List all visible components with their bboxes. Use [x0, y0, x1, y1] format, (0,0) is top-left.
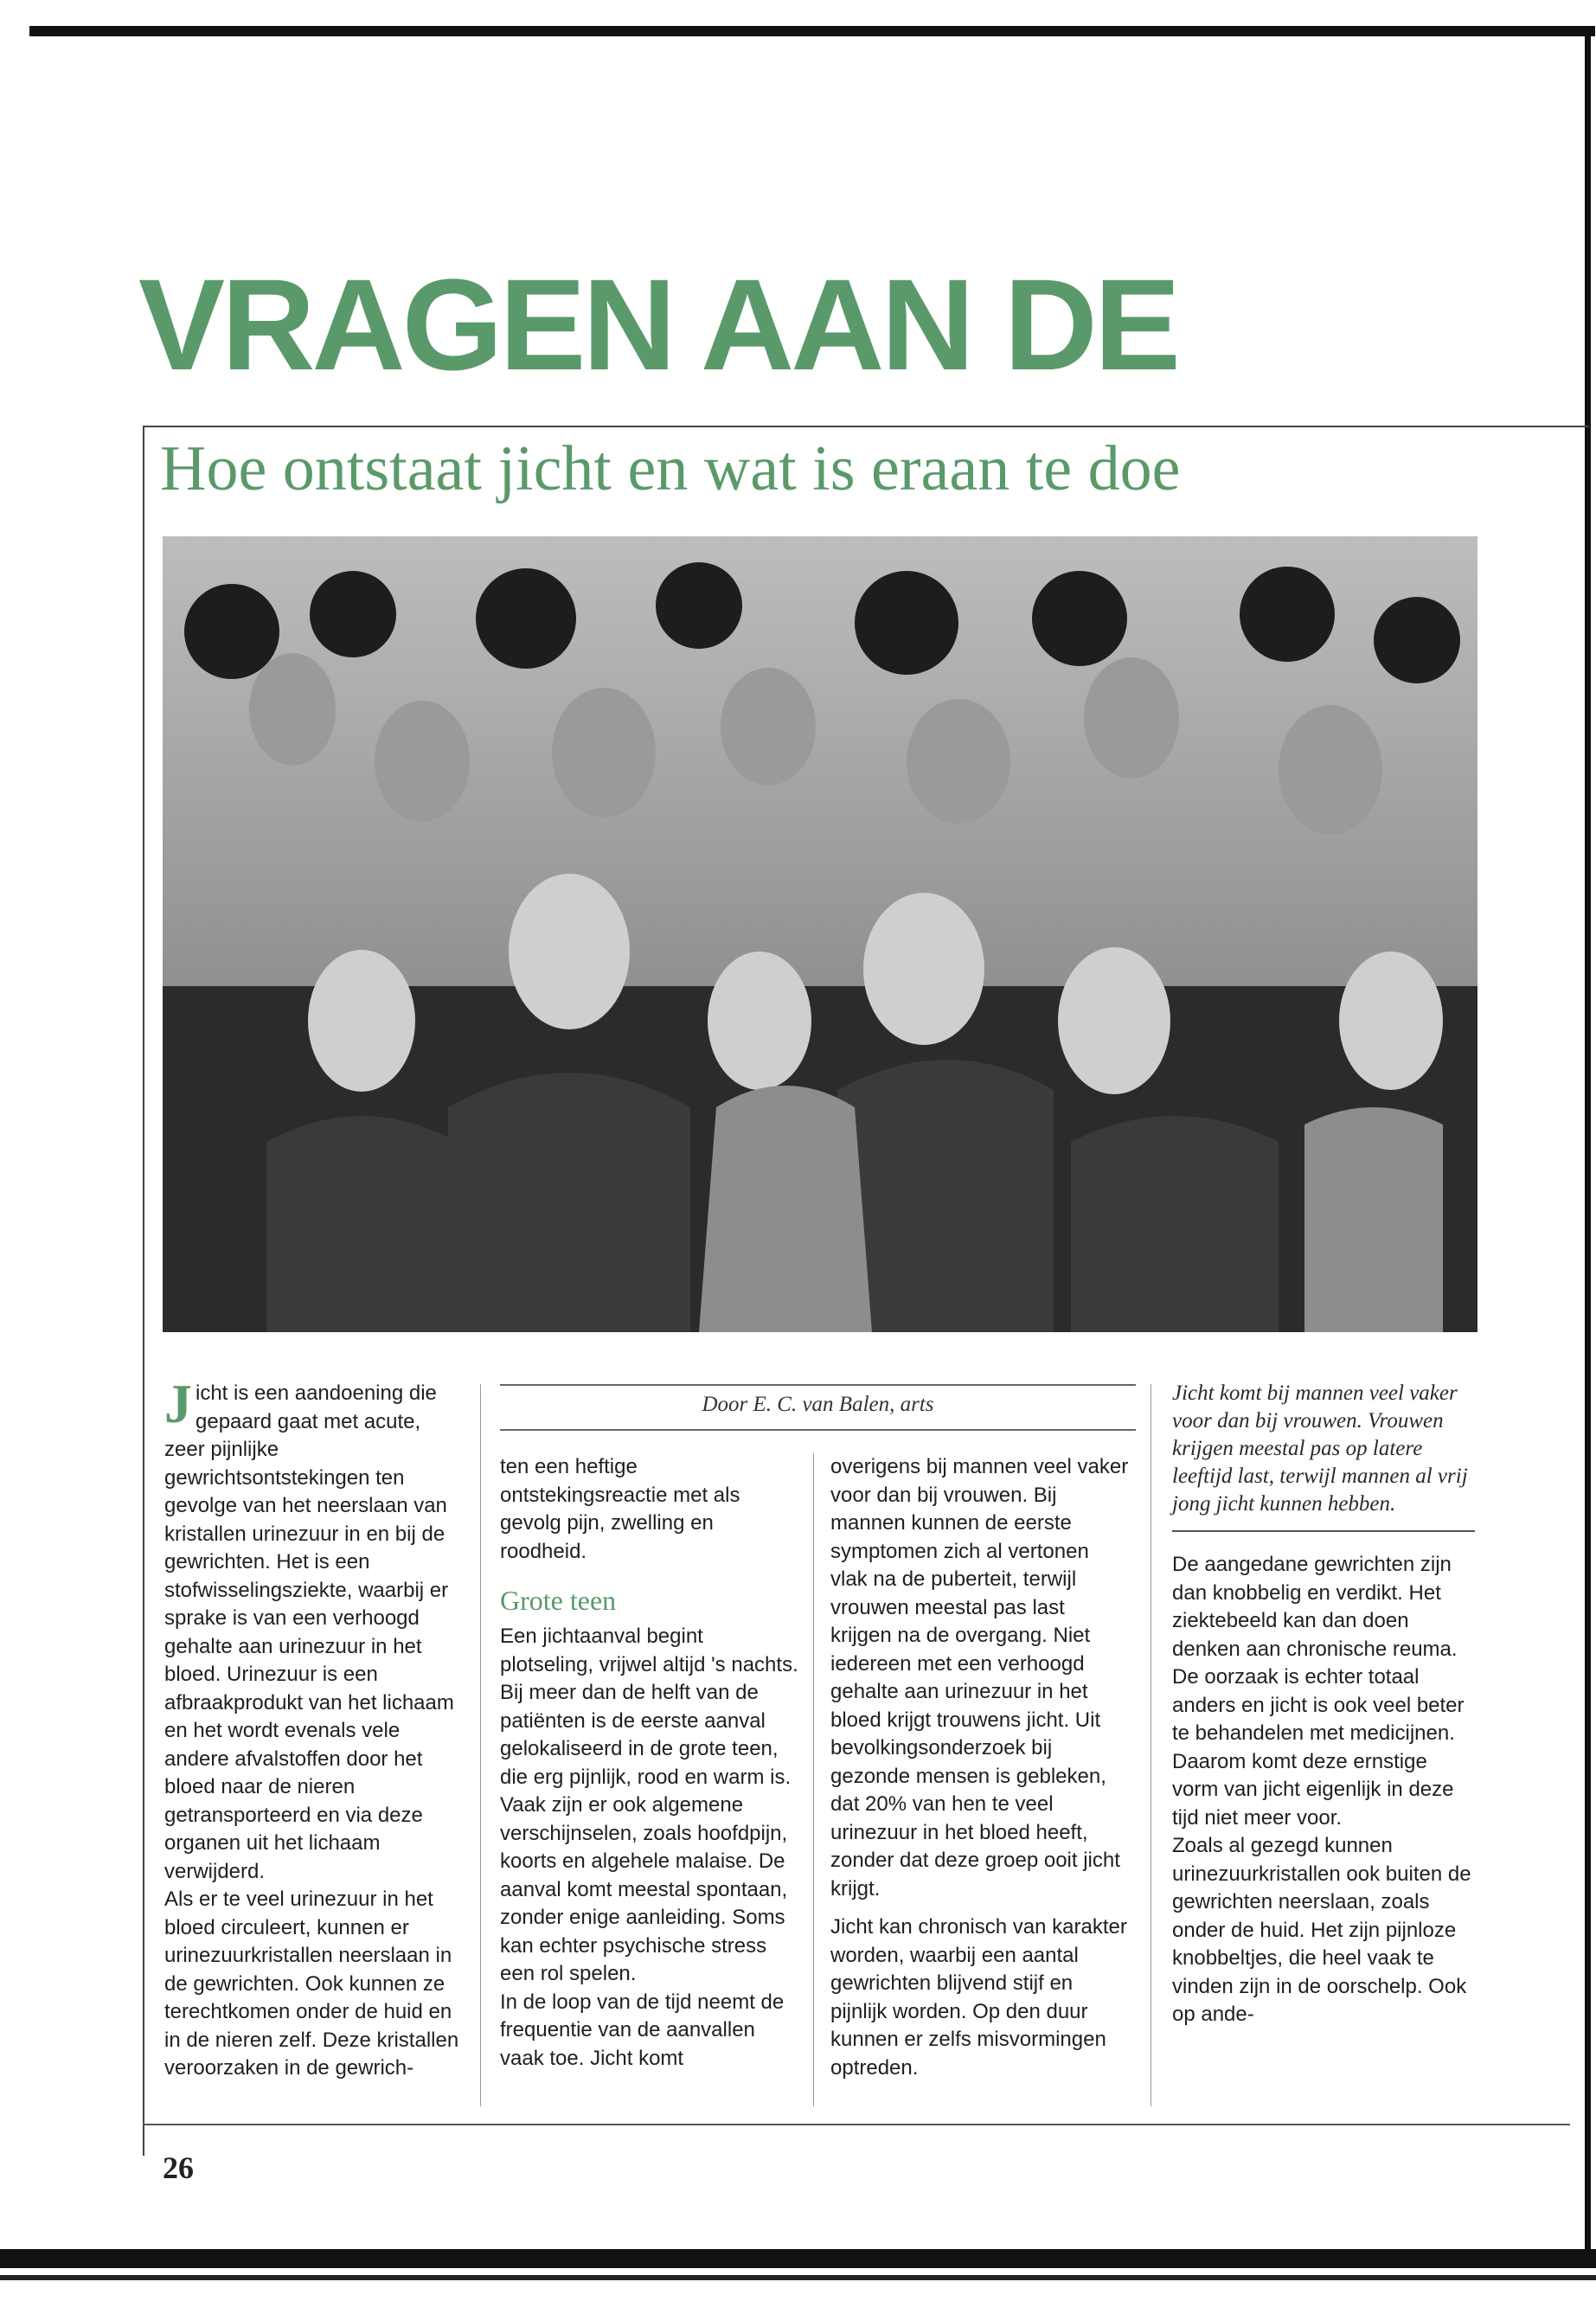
intro-text: icht is een aandoening die gepaard gaat met acute, zeer pijnlijke gewrichtsontstekingen ten gevolge van het neerslaan van kristallen urinezuur in en bij de gewrichten. Het is een stofwisselingsziekte, waarbij er sprake is van een verhoogd gehalte aan urinezuur in het bloed. Urinezuur is een afbraakprodukt van het lichaam en het wordt evenals vele andere afvalstoffen door het bloed naar de nieren getransporteerd en via deze organen uit het lichaam verwijderd. [164, 1381, 454, 1883]
subhead: Hoe ontstaat jicht en wat is eraan te doe [160, 433, 1181, 504]
byline-rule-bottom [500, 1429, 1136, 1431]
section-heading: Grote teen [500, 1585, 617, 1616]
column-4 [1172, 1380, 1475, 2029]
drop-cap: J [164, 1373, 192, 1434]
pull-quote: Jicht komt bij mannen veel vaker voor dan bij vrouwen. Vrouwen krijgen meestal pas op latere leeftijd last, terwijl mannen al vrij jong jicht kunnen hebben. [1172, 1381, 1468, 1516]
headline: VRAGEN AAN DE [138, 252, 1177, 397]
column-1 [164, 1373, 463, 2083]
crowd-photo-icon [163, 536, 1477, 1332]
byline: Door E. C. van Balen, arts [702, 1393, 934, 1416]
left-frame-line [143, 426, 144, 2156]
pull-quote-rule [1172, 1530, 1475, 1532]
right-rule [1585, 31, 1591, 2263]
article-paragraph: Als er te veel urinezuur in het bloed circuleert, kunnen er urinezuurkristallen neerslaan in de gewrichten. Ook kunnen ze terechtkomen onder de huid en in de nieren zelf. Deze kristallen veroorzaken in de gewrich- [164, 1888, 459, 2080]
bottom-rule [0, 2249, 1596, 2268]
article-paragraph: De aangedane gewrichten zijn dan knobbelig en verdikt. Het ziektebeeld kan dan doen denken aan chronische reuma. De oorzaak is echter totaal anders en jicht is ook veel beter te behandelen met medicijnen. Daarom komt deze ernstige vorm van jicht eigenlijk in deze tijd niet meer voor. [1172, 1553, 1465, 1830]
column-separator-1 [480, 1384, 481, 2106]
column-3 [830, 1453, 1129, 2082]
article-paragraph: In de loop van de tijd neemt de frequentie van de aanvallen vaak toe. Jicht komt [500, 1990, 785, 2070]
bottom-rule-2 [0, 2275, 1596, 2280]
article-paragraph: ten een heftige ontstekingsreactie met als gevolg pijn, zwelling en roodheid. [500, 1455, 740, 1563]
byline-rule-top [500, 1384, 1136, 1386]
page-number: 26 [163, 2150, 194, 2185]
article-paragraph [164, 1373, 463, 1886]
subhead-box-top [143, 426, 1589, 427]
column-2 [500, 1453, 798, 2073]
article-paragraph: Jicht kan chronisch van karakter worden, waarbij een aantal gewrichten blijvend stijf en pijnlijk worden. Op den duur kunnen er zelfs misvormingen optreden. [830, 1915, 1127, 2080]
article-paragraph: Vaak zijn er ook algemene verschijnselen, zoals hoofdpijn, koorts en algehele malaise. De aanval komt meestal spontaan, zonder enige aanleiding. Soms kan echter psychische stress een rol spelen. [500, 1793, 788, 1985]
footer-rule [143, 2124, 1570, 2125]
crowd-photo [163, 536, 1477, 1332]
top-rule [29, 26, 1595, 36]
column-separator-2 [813, 1453, 814, 2106]
article-paragraph: overigens bij mannen veel vaker voor dan bij vrouwen. Bij mannen kunnen de eerste symptomen zich al vertonen vlak na de puberteit, terwijl vrouwen meestal pas last krijgen na de overgang. Niet iedereen met een verhoogd gehalte aan urinezuur in het bloed krijgt trouwens jicht. Uit bevolkingsonderzoek bij gezonde mensen is gebleken, dat 20% van hen te veel urinezuur in het bloed heeft, zonder dat deze groep ooit jicht krijgt. [830, 1455, 1129, 1900]
article-paragraph: Zoals al gezegd kunnen urinezuurkristallen ook buiten de gewrichten neerslaan, zoals onder de huid. Het zijn pijnloze knobbeltjes, die heel vaak te vinden zijn in de oorschelp. Ook op ande- [1172, 1834, 1471, 2026]
article-paragraph: Een jichtaanval begint plotseling, vrijwel altijd 's nachts. Bij meer dan de helft van de patiënten is de eerste aanval gelokaliseerd in de grote teen, die erg pijnlijk, rood en warm is. [500, 1625, 798, 1789]
